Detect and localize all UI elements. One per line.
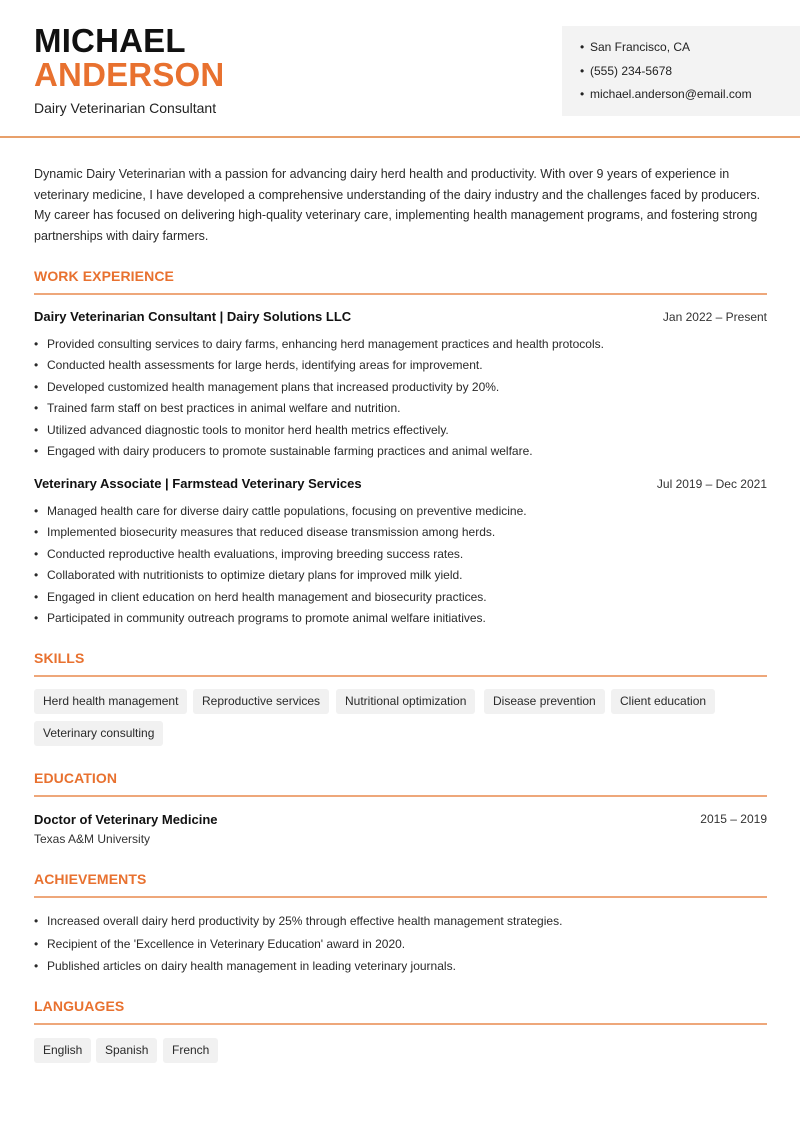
list-item: • Utilized advanced diagnostic tools to monitor herd health metrics effectively.	[34, 422, 449, 437]
job-bullets	[34, 503, 767, 631]
job-header	[34, 476, 767, 494]
job-role: Veterinary Associate | Farmstead Veterinary Services	[34, 476, 362, 491]
list-item: • Recipient of the 'Excellence in Veterinary Education' award in 2020.	[34, 936, 406, 951]
language-tag: Spanish	[96, 1038, 157, 1063]
list-item: • Published articles on dairy health management in leading veterinary journals.	[34, 959, 456, 973]
list-item: • Collaborated with nutritionists to optimize dietary plans for improved milk yield.	[34, 568, 463, 583]
section-divider	[34, 1023, 767, 1025]
list-item: • Engaged with dairy producers to promote sustainable farming practices and animal welfare.	[34, 443, 533, 458]
contact-location: • San Francisco, CA	[580, 38, 800, 62]
language-tag: English	[34, 1038, 91, 1063]
education-dates: 2015 – 2019	[700, 812, 767, 826]
list-item: • Implemented biosecurity measures that reduced disease transmission among herds.	[34, 525, 496, 540]
contact-phone: • (555) 234-5678	[580, 62, 800, 86]
skill-tag: Client education	[611, 689, 715, 714]
achievement-bullets	[34, 913, 767, 981]
section-divider	[34, 675, 767, 677]
job-header	[34, 309, 767, 327]
skill-tag: Disease prevention	[484, 689, 605, 714]
bullet-icon: •	[580, 63, 585, 78]
list-item: • Trained farm staff on best practices in animal welfare and nutrition.	[34, 401, 401, 416]
contact-box	[562, 26, 800, 116]
list-item: • Conducted reproductive health evaluations, improving breeding success rates.	[34, 546, 464, 561]
education-degree: Doctor of Veterinary Medicine	[34, 812, 218, 827]
contact-email[interactable]: • michael.anderson@email.com	[580, 85, 800, 109]
list-item: • Conducted health assessments for large herds, identifying areas for improvement.	[34, 358, 483, 373]
section-divider	[34, 293, 767, 295]
list-item: • Increased overall dairy herd productivity by 25% through effective health management strategies.	[34, 914, 563, 928]
last-name: ANDERSON	[34, 56, 225, 93]
section-title-achievements: ACHIEVEMENTS	[34, 871, 147, 887]
section-title-languages: LANGUAGES	[34, 998, 125, 1014]
job-role: Dairy Veterinarian Consultant | Dairy Solutions LLC	[34, 309, 352, 324]
bullet-icon: •	[580, 40, 585, 54]
list-item: • Managed health care for diverse dairy cattle populations, focusing on preventive medicine.	[34, 504, 527, 518]
education-school: Texas A&M University	[34, 832, 151, 846]
resume-header	[0, 0, 800, 138]
skill-tag: Reproductive services	[193, 689, 329, 714]
job-bullets	[34, 336, 767, 464]
job-title: Dairy Veterinarian Consultant	[34, 100, 217, 116]
list-item: • Developed customized health management plans that increased productivity by 20%.	[34, 379, 500, 394]
list-item: • Engaged in client education on herd health management and biosecurity practices.	[34, 589, 487, 604]
bullet-icon: •	[580, 87, 585, 101]
section-title-work: WORK EXPERIENCE	[34, 268, 174, 284]
skill-tag: Nutritional optimization	[336, 689, 475, 714]
language-tag: French	[163, 1038, 218, 1063]
skill-tag: Veterinary consulting	[34, 721, 163, 746]
job-dates: Jan 2022 – Present	[662, 310, 767, 324]
first-name: MICHAEL	[34, 22, 186, 59]
list-item: • Participated in community outreach programs to promote animal welfare initiatives.	[34, 610, 486, 625]
section-divider	[34, 795, 767, 797]
section-title-skills: SKILLS	[34, 650, 85, 666]
skill-tag: Herd health management	[34, 689, 187, 714]
summary-paragraph: Dynamic Dairy Veterinarian with a passion for advancing dairy herd health and productivity. With over 9 years of experience in veterinary medicine, I have developed a comprehensive understanding of the dairy industry and the challenges faced by producers. My career has focused on delivering high-quality veterinary care, implementing health management programs, and fostering strong partnerships with dairy farmers.	[34, 167, 761, 243]
job-dates: Jul 2019 – Dec 2021	[656, 477, 767, 491]
section-divider	[34, 896, 767, 898]
list-item: • Provided consulting services to dairy farms, enhancing herd management practices and health protocols.	[34, 337, 604, 351]
section-title-education: EDUCATION	[34, 770, 118, 786]
